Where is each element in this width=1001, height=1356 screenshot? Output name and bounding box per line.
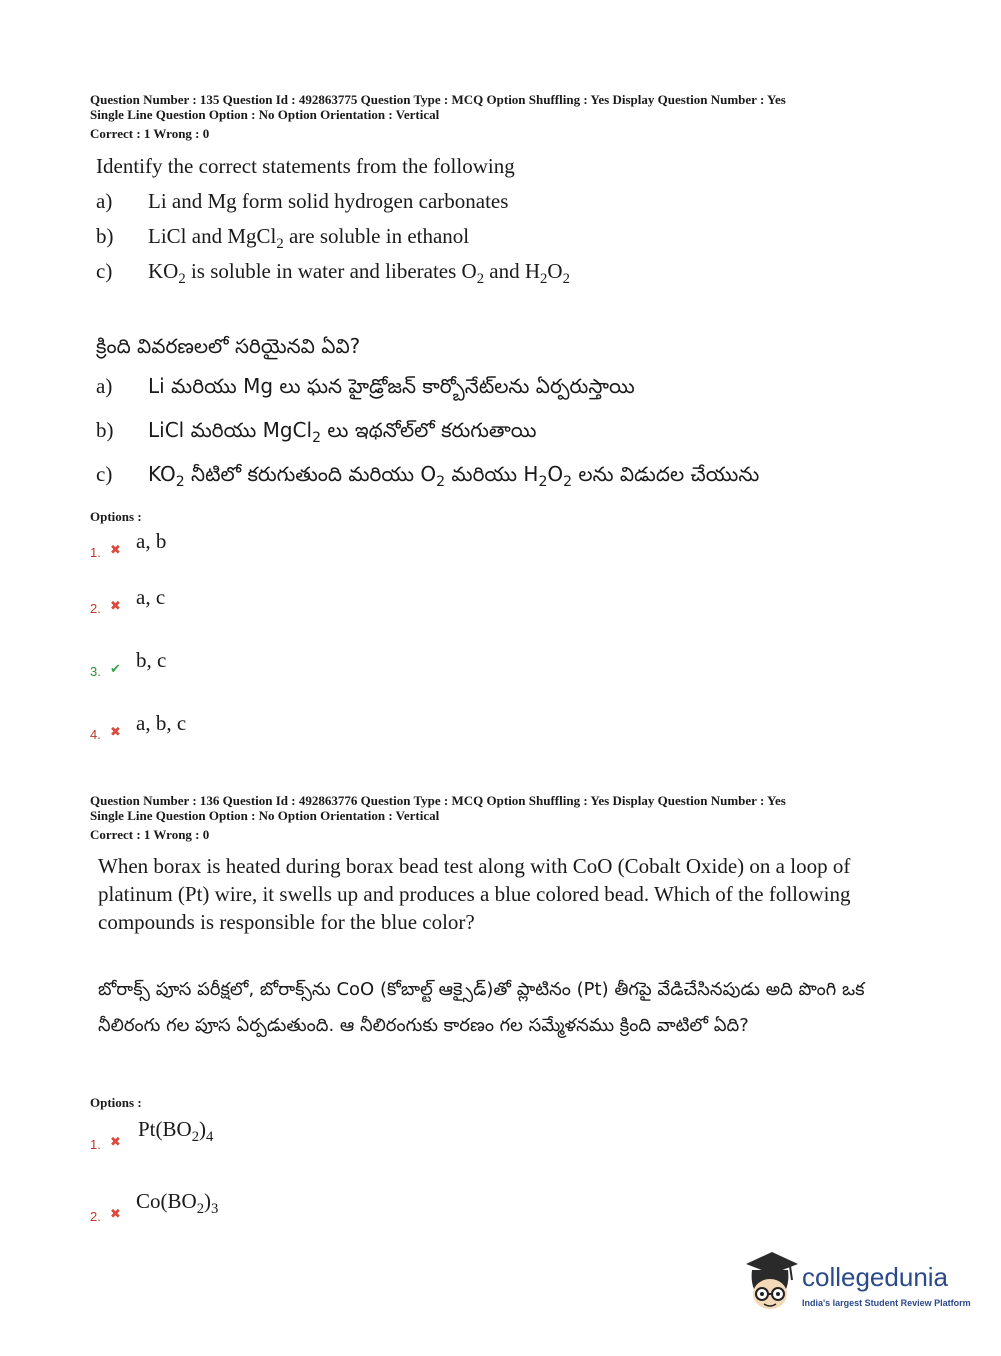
wrong-cross-icon: ✖ bbox=[110, 725, 121, 740]
q135-te-statement-a: a) Li మరియు Mg లు ఘన హైడ్రోజన్ కార్బోనేట్‌లను ఏర్పరుస్తాయి bbox=[96, 374, 635, 398]
logo-wordmark: collegedunia bbox=[802, 1262, 949, 1292]
q135-en-title: Identify the correct statements from the following bbox=[96, 154, 515, 178]
q135-te-statement-c: c) $KO_2$ నీటిలో కరుగుతుంది మరియు $O_2$ మరియు $H_2O_2$ లను విడుదల చేయును bbox=[96, 462, 760, 490]
q135-te-statement-b: b) LiCl మరియు MgCl$_2$ లు ఇథనోల్‌లో కరుగుతాయి bbox=[96, 418, 537, 446]
q136-te-question: బోరాక్స్ పూస పరీక్షలో, బోరాక్స్‌ను CoO (కోబాల్ట్ ఆక్సైడ్)తో ప్లాటినం (Pt) తీగపై వేడిచేసినపుడు అది పొంగి ఒక నీలిరంగు గల పూస ఏర్పడుతుంది. ఆ నీలిరంగుకు కారణం గల సమ్మేళనము క్రింది వాటిలో ఏది? bbox=[98, 979, 865, 1036]
q136-options-label: Options : bbox=[90, 1095, 142, 1110]
q135-meta bbox=[90, 92, 786, 141]
mascot-icon bbox=[742, 1250, 800, 1318]
q136-en-question: When borax is heated during borax bead test along with CoO (Cobalt Oxide) on a loop of platinum (Pt) wire, it swells up and produces a blue colored bead. Which of the following compounds is responsible for the blue color? bbox=[98, 854, 851, 934]
logo-tagline: India's largest Student Review Platform bbox=[802, 1298, 971, 1308]
correct-check-icon: ✔ bbox=[110, 662, 121, 677]
q136-meta bbox=[90, 793, 786, 842]
q135-en-statement-c: c) $KO_2$ is soluble in water and liberates $O_2$ and $H_2O_2$ bbox=[96, 259, 570, 288]
q136-meta-line2: Single Line Question Option : No Option Orientation : Vertical bbox=[90, 808, 440, 823]
q136-meta-line3: Correct : 1 Wrong : 0 bbox=[90, 827, 210, 842]
q135-en-statement-b: b) LiCl and MgCl$_2$ are soluble in ethanol bbox=[96, 224, 470, 253]
q135-meta-line3: Correct : 1 Wrong : 0 bbox=[90, 126, 210, 141]
wrong-cross-icon: ✖ bbox=[110, 543, 121, 558]
q135-meta-line2: Single Line Question Option : No Option Orientation : Vertical bbox=[90, 107, 440, 122]
q135-options-label: Options : bbox=[90, 509, 142, 524]
q136-meta-line1: Question Number : 136 Question Id : 492863776 Question Type : MCQ Option Shuffling : Yes Display Question Number : Yes bbox=[90, 793, 786, 808]
collegedunia-logo[interactable] bbox=[742, 1250, 972, 1320]
wrong-cross-icon: ✖ bbox=[110, 1207, 121, 1222]
wrong-cross-icon: ✖ bbox=[110, 1135, 121, 1150]
wrong-cross-icon: ✖ bbox=[110, 599, 121, 614]
q135-te-title: క్రింది వివరణలలో సరియైనవి ఏవి? bbox=[96, 334, 361, 358]
q135-meta-line1: Question Number : 135 Question Id : 492863775 Question Type : MCQ Option Shuffling : Yes Display Question Number : Yes bbox=[90, 92, 786, 107]
q135-en-statement-a: a) Li and Mg form solid hydrogen carbonates bbox=[96, 189, 509, 213]
